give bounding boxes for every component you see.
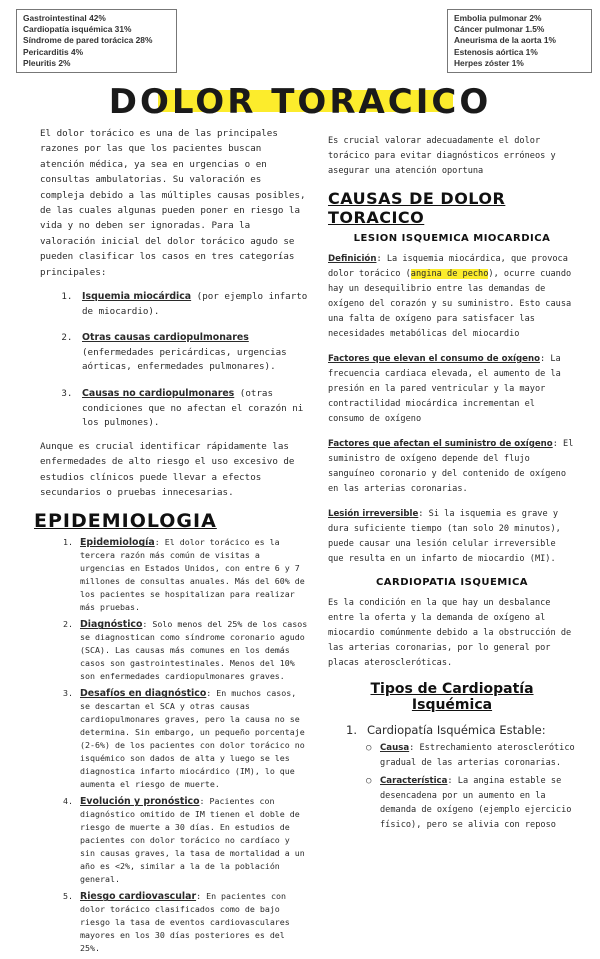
- highlighted-term: angina de pecho: [410, 269, 489, 279]
- causas-heading: CAUSAS DE DOLOR TORACICO: [328, 189, 506, 227]
- stat-line: Pleuritis 2%: [23, 57, 71, 68]
- list-item: 1. Epidemiología: El dolor torácico es la tercera razón más común de visitas a urgencias en Estados Unidos, con entre 6 y 7 millones de consultas anuales. Más del 60% de los pacientes se hospitalizan para realizar más pruebas.: [78, 536, 308, 614]
- tipos-heading: Tipos de Cardiopatía Isquémica: [370, 681, 534, 713]
- left-column: [34, 126, 308, 959]
- tipo-estable-list: [328, 741, 576, 833]
- list-item: ○ Característica: La angina estable se desencadena por un aumento en la demanda de oxígeno (ejemplo ejercicio físico), pero se alivia con reposo: [366, 776, 572, 830]
- stat-line: Síndrome de pared torácica 28%: [23, 35, 153, 46]
- factores-eleva-paragraph: Factores que elevan el consumo de oxígeno: La frecuencia cardiaca elevada, el aumento de la presión en la pared ventricular y la mayor contractilidad miocárdica incrementan el consumo de oxígeno: [328, 354, 561, 424]
- tipo-estable-heading: 1. Cardiopatía Isquémica Estable:: [346, 723, 546, 737]
- intro-paragraph: El dolor torácico es una de las principales razones por las que los pacientes buscan atención médica, ya sea en urgencias o en consultas ambulatorias. Su valoración es compleja debido a las múltiples causas posibles, de las cuales algunas pueden poner en riesgo la vida y no deben ser ignoradas. Para la valoración inicial del dolor torácico agudo se pueden clasificar los casos en tres categorías principales:: [40, 128, 306, 278]
- list-item: 3. Causas no cardiopulmonares (otras condiciones que no afectan el corazón ni los pulmones).: [78, 387, 308, 431]
- category-list: [40, 290, 308, 431]
- factores-afectan-paragraph: Factores que afectan el suministro de oxígeno: El suministro de oxígeno depende del flujo sanguíneo coronario y del contenido de oxígeno en las arterias coronarias.: [328, 439, 574, 494]
- list-item: 1. Isquemia miocárdica (por ejemplo infarto de miocardio).: [78, 290, 308, 319]
- list-item: 2. Otras causas cardiopulmonares (enfermedades pericárdicas, urgencias aórticas, enfermedades pulmonares).: [78, 331, 308, 375]
- page-title: DOLOR TORACICO: [108, 82, 492, 122]
- right-column: [328, 134, 576, 837]
- definicion-paragraph: Definición: La isquemia miocárdica, que provoca dolor torácico (angina de pecho), ocurre cuando hay un desequilibrio entre las demandas de oxígeno del corazón y su suministro. Esto causa una falta de oxígeno para satisfacer las necesidades metabólicas del miocardio: [328, 254, 572, 339]
- lesion-irreversible-paragraph: Lesión irreversible: Si la isquemia es grave y dura suficiente tiempo (tan solo 20 minutos), puede causar una lesión celular irreversible que resulta en un infarto de miocardio (MI).: [328, 509, 561, 564]
- right-intro: Es crucial valorar adecuadamente el dolor torácico para evitar diagnósticos erróneos y asegurar una atención oportuna: [328, 136, 556, 176]
- list-item: 3. Desafíos en diagnóstico: En muchos casos, se descartan el SCA y otras causas cardiopulmonares graves, pero la causa no se determina. Sin embargo, un pequeño porcentaje (2-6%) de los pacientes con dolor torácico no isquémico son dados de alta y luego se les diagnostica infarto miocárdico (IM), lo que aumenta el riesgo de muerte.: [78, 687, 308, 791]
- stat-line: Cardiopatía isquémica 31%: [23, 24, 132, 35]
- epidemiologia-heading: EPIDEMIOLOGIA: [34, 510, 217, 533]
- stat-line: Pericarditis 4%: [23, 46, 84, 57]
- lesion-heading: LESION ISQUEMICA MIOCARDICA: [353, 233, 551, 244]
- stats-box-left: [16, 9, 177, 73]
- stat-line: Estenosis aórtica 1%: [454, 46, 538, 57]
- closing-paragraph: Aunque es crucial identificar rápidamente las enfermedades de alto riesgo el uso excesivo de estudios clínicos puede llevar a efectos secundarios o pruebas innecesarias.: [40, 440, 295, 499]
- list-item: 4. Evolución y pronóstico: Pacientes con diagnóstico omitido de IM tienen el doble de riesgo de muerte a 30 días. En estudios de pacientes con dolor torácico no cardíaco y sin causas graves, la tasa de mortalidad a un año es <2%, similar a la de la población general.: [78, 795, 308, 886]
- list-item: ○ Causa: Estrechamiento aterosclerótico gradual de las arterias coronarias.: [366, 743, 575, 768]
- stat-line: Aneurisma de la aorta 1%: [454, 35, 556, 46]
- list-item: 2. Diagnóstico: Solo menos del 25% de los casos se diagnostican como síndrome coronario agudo (SCA). Las causas más comunes en los demás casos son gastrointestinales. Menos del 10% son enfermedades cardiopulmonares graves.: [78, 618, 308, 683]
- circle-bullet-icon: ○: [366, 776, 372, 787]
- epidemiology-list: [40, 536, 308, 955]
- stat-line: Embolia pulmonar 2%: [454, 13, 542, 23]
- stats-box-right: [447, 9, 592, 73]
- stat-line: Gastrointestinal 42%: [23, 13, 106, 23]
- cardiopatia-paragraph: Es la condición en la que hay un desbalance entre la oferta y la demanda de oxígeno al miocardio comúnmente debido a la obstrucción de las arterias coronarias, por lo general por placas ateroscleróticas.: [328, 598, 572, 668]
- list-item: 5. Riesgo cardiovascular: En pacientes con dolor torácico clasificados como de bajo riesgo la tasa de eventos cardiovasculares mayores en los 30 días posteriores es del 25%.: [78, 890, 308, 955]
- cardiopatia-heading: CARDIOPATIA ISQUEMICA: [375, 577, 529, 588]
- stat-line: Herpes zóster 1%: [454, 57, 524, 68]
- stat-line: Cáncer pulmonar 1.5%: [454, 24, 545, 35]
- title-block: [0, 82, 600, 122]
- circle-bullet-icon: ○: [366, 743, 372, 753]
